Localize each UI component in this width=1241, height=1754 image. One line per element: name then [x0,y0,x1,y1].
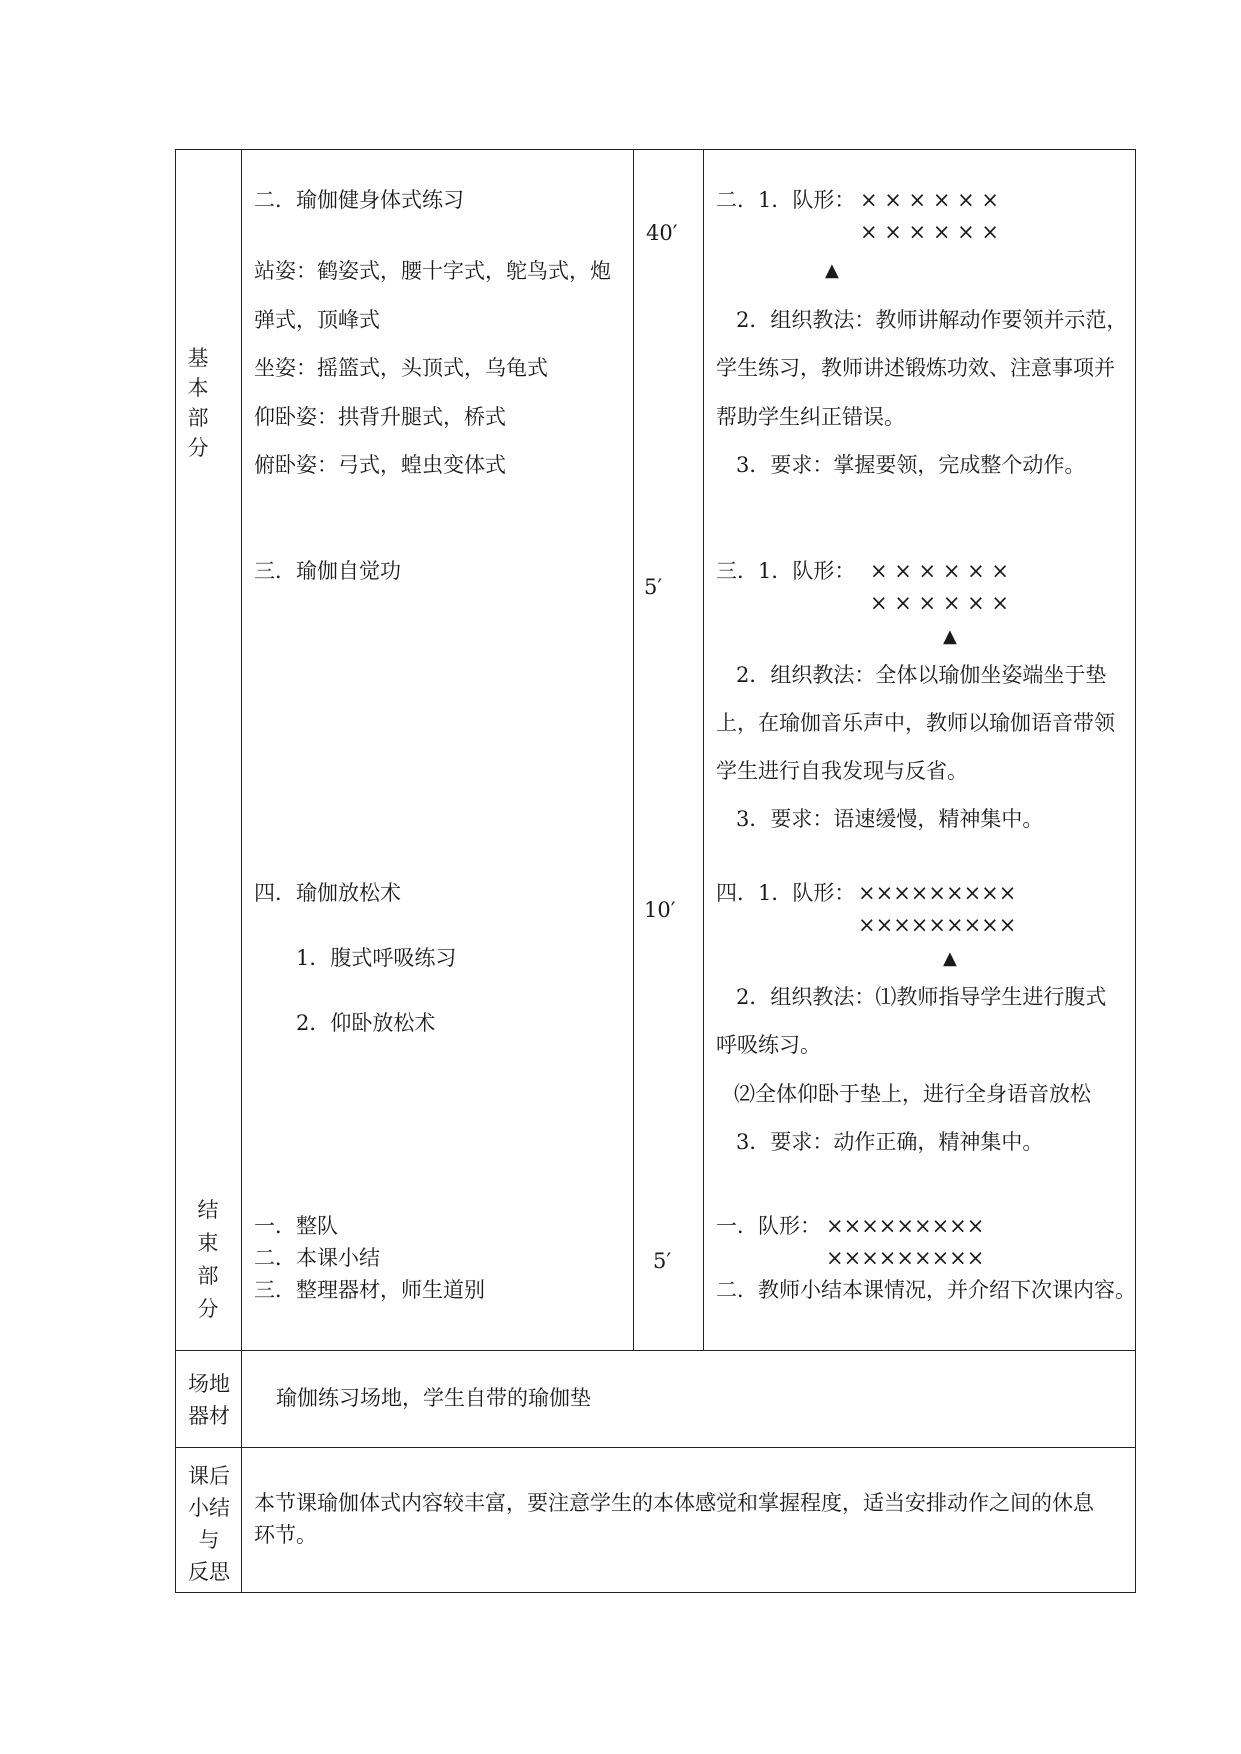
formation-prefix: 一．队形： [716,1214,821,1238]
label-char: 结 [197,1198,219,1222]
table-border-right [1135,149,1136,1593]
table-border-venue-top [175,1350,1136,1351]
reflection-label [186,1460,232,1588]
formation-prefix: 三．1．队形： [716,559,856,583]
ending-summary: 二．教师小结本课情况，并介绍下次课内容。 [716,1278,1136,1302]
method-line: ⑵全体仰卧于垫上，进行全身语音放松 [734,1082,1091,1106]
method-line: 3．要求：动作正确，精神集中。 [736,1130,1044,1154]
content-column-divider [633,149,634,1351]
teacher-marker: ▲ [943,626,957,647]
method-line: 上，在瑜伽音乐声中，教师以瑜伽语音带领 [716,711,1115,735]
method-line: 2．组织教法：全体以瑜伽坐姿端坐于垫 [736,663,1107,687]
label-char: 分 [187,436,209,460]
item-content-line: 站姿：鹤姿式，腰十字式，鸵鸟式，炮 [254,259,611,283]
table-border-top [175,149,1136,150]
item-duration: 40′ [646,221,678,245]
formation-prefix: 二．1．队形： [716,188,856,212]
formation-row: × × × × × × [860,188,999,212]
reflection-line: 环节。 [254,1523,317,1547]
time-column-divider [703,149,704,1351]
label-char: 束 [197,1231,219,1255]
ending-duration: 5′ [653,1249,672,1273]
teacher-marker: ▲ [825,260,839,281]
table-border-reflection-top [175,1447,1136,1448]
label-line: 与 [198,1528,220,1552]
formation-row: ××××××××× [826,1214,985,1238]
method-line: 呼吸练习。 [716,1033,821,1057]
item-title: 三．瑜伽自觉功 [254,559,401,583]
label-char: 分 [197,1297,219,1321]
ending-section-label [193,1194,223,1326]
item-duration: 10′ [644,898,676,922]
method-line: 3．要求：语速缓慢，精神集中。 [736,807,1044,831]
ending-content-line: 三．整理器材，师生道别 [254,1278,485,1302]
method-line: 2．组织教法：教师讲解动作要领并示范， [736,308,1128,332]
label-line: 反思 [188,1560,230,1584]
ending-content-line: 二．本课小结 [254,1246,380,1270]
item-title: 二．瑜伽健身体式练习 [254,188,464,212]
table-border-bottom [175,1592,1136,1593]
table-border-left [175,149,176,1593]
item-content-line: 1．腹式呼吸练习 [296,946,457,970]
item-content-line: 仰卧姿：拱背升腿式，桥式 [254,405,506,429]
method-line: 学生练习，教师讲述锻炼功效、注意事项并 [716,356,1115,380]
teacher-marker: ▲ [943,948,957,969]
venue-label [186,1368,232,1432]
formation-row: × × × × × × [870,559,1009,583]
reflection-line: 本节课瑜伽体式内容较丰富，要注意学生的本体感觉和掌握程度，适当安排动作之间的休息 [254,1491,1094,1515]
basic-section-label [183,343,213,463]
formation-prefix: 四．1．队形： [716,881,856,905]
item-content-line: 弹式，顶峰式 [254,308,380,332]
method-line: 3．要求：掌握要领，完成整个动作。 [736,453,1086,477]
label-line: 课后 [188,1464,230,1488]
item-content-line: 坐姿：摇篮式，头顶式，乌龟式 [254,356,548,380]
item-title: 四．瑜伽放松术 [254,881,401,905]
formation-row: ××××××××× [858,881,1017,905]
formation-row: ××××××××× [826,1246,985,1270]
item-content-line: 俯卧姿：弓式，蝗虫变体式 [254,453,506,477]
ending-content-line: 一．整队 [254,1214,338,1238]
label-line: 小结 [188,1496,230,1520]
label-char: 基 [187,346,209,370]
formation-row: ××××××××× [858,913,1017,937]
label-column-divider [241,149,242,1593]
method-line: 学生进行自我发现与反省。 [716,759,968,783]
venue-text: 瑜伽练习场地，学生自带的瑜伽垫 [276,1386,591,1410]
label-line: 器材 [188,1404,230,1428]
item-duration: 5′ [644,575,663,599]
item-content-line: 2．仰卧放松术 [296,1011,436,1035]
method-line: 帮助学生纠正错误。 [716,405,905,429]
formation-row: × × × × × × [870,591,1009,615]
label-char: 部 [187,406,209,430]
label-line: 场地 [188,1372,230,1396]
formation-row: × × × × × × [860,220,999,244]
label-char: 部 [197,1264,219,1288]
method-line: 2．组织教法：⑴教师指导学生进行腹式 [736,985,1107,1009]
label-char: 本 [187,376,209,400]
